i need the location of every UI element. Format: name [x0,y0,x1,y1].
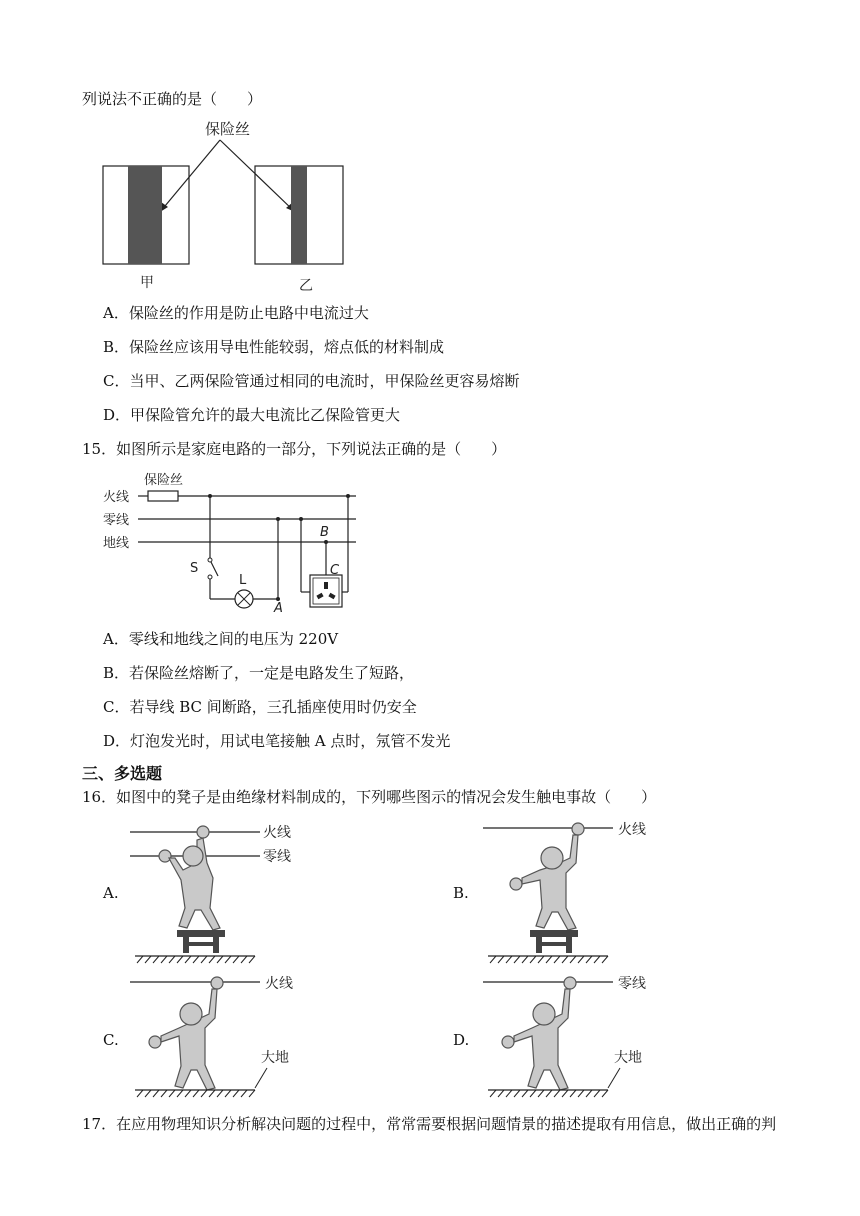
household-circuit-figure [98,468,368,618]
q17-stem: 17．在应用物理知识分析解决问题的过程中，常常需要根据问题情景的描述提取有用信息，做出正确的判 [82,1115,777,1133]
earth-label: 大地 [614,1050,642,1066]
point-a-label: A [274,601,283,616]
shock-figure-d [478,970,668,1100]
fuse-label: 保险丝 [205,120,251,138]
shock-figure-c [125,970,315,1100]
q15-option-d: D．灯泡发光时，用试电笔接触 A 点时，氖管不发光 [103,732,451,750]
section-title: 三、多选题 [82,764,163,783]
q15-option-b: B．若保险丝熔断了，一定是电路发生了短路， [103,664,415,682]
ground-wire-label: 地线 [103,536,130,551]
lamp-l-label: L [239,573,247,588]
q14-option-a: A．保险丝的作用是防止电路中电流过大 [103,304,369,322]
switch-s-label: S [190,561,199,576]
neutral-wire-label: 零线 [618,976,646,992]
fuse-label: 保险丝 [144,473,184,488]
q16-option-a-label: A. [103,884,119,902]
live-wire-label: 火线 [263,825,291,841]
shock-figure-a [125,818,315,968]
point-c-label: C [330,563,340,578]
tube-jia-label: 甲 [140,275,154,291]
q16-option-b-label: B. [453,884,469,902]
shock-figure-b [478,818,668,968]
point-b-label: B [320,525,329,540]
q14-option-d: D．甲保险管允许的最大电流比乙保险管更大 [103,406,401,424]
q16-option-c-label: C. [103,1031,119,1049]
fuse-tube-figure [95,112,365,297]
q16-stem: 16．如图中的凳子是由绝缘材料制成的，下列哪些图示的情况会发生触电事故（ ） [82,788,657,806]
q15-option-c: C．若导线 BC 间断路，三孔插座使用时仍安全 [103,698,417,716]
q14-stem-tail: 列说法不正确的是（ ） [82,90,263,108]
q15-option-a: A．零线和地线之间的电压为 220V [103,630,339,648]
live-wire-label: 火线 [103,490,130,505]
earth-label: 大地 [261,1050,289,1066]
q14-option-c: C．当甲、乙两保险管通过相同的电流时，甲保险丝更容易熔断 [103,372,520,390]
q14-option-b: B．保险丝应该用导电性能较弱，熔点低的材料制成 [103,338,445,356]
q15-stem: 15．如图所示是家庭电路的一部分，下列说法正确的是（ ） [82,440,507,458]
q16-option-d-label: D. [453,1031,470,1049]
neutral-wire-label: 零线 [263,849,291,865]
neutral-wire-label: 零线 [103,513,130,528]
live-wire-label: 火线 [618,822,646,838]
live-wire-label: 火线 [265,976,293,992]
tube-yi-label: 乙 [299,278,313,294]
